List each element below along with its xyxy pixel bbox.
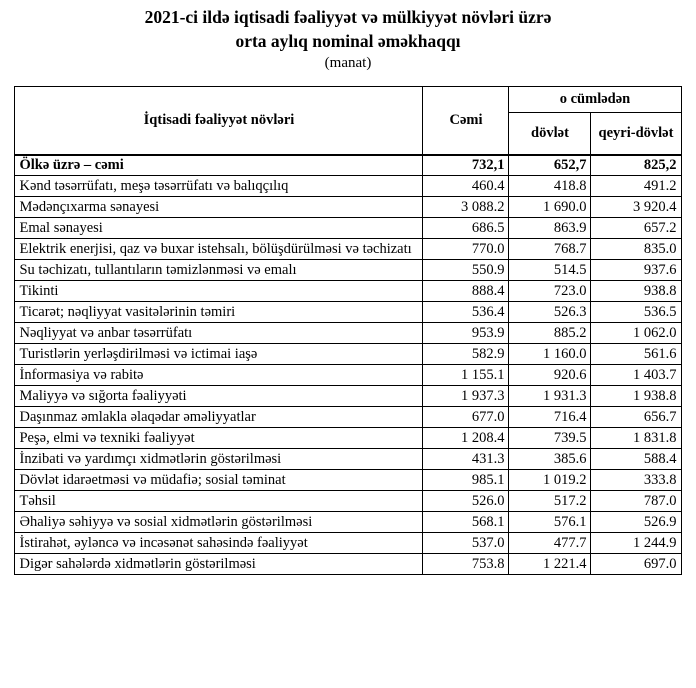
- cell-nonstate: 697.0: [591, 554, 681, 575]
- table-row: [15, 533, 681, 554]
- cell-total: 460.4: [423, 176, 509, 197]
- row-label: Elektrik enerjisi, qaz və buxar istehsalı, bölüşdürülməsi və təchizatı: [15, 239, 423, 260]
- cell-nonstate: 561.6: [591, 344, 681, 365]
- header-including: o cümlədən: [509, 87, 681, 113]
- table-row: [15, 365, 681, 386]
- cell-state: 885.2: [509, 323, 591, 344]
- cell-state: 477.7: [509, 533, 591, 554]
- cell-nonstate: 1 244.9: [591, 533, 681, 554]
- table-row: [15, 302, 681, 323]
- cell-nonstate: 491.2: [591, 176, 681, 197]
- cell-total: 888.4: [423, 281, 509, 302]
- cell-nonstate: 938.8: [591, 281, 681, 302]
- table-header: [15, 87, 681, 155]
- table-row: [15, 407, 681, 428]
- cell-state: 576.1: [509, 512, 591, 533]
- row-label: Maliyyə və sığorta fəaliyyəti: [15, 386, 423, 407]
- cell-total: 550.9: [423, 260, 509, 281]
- row-label: Təhsil: [15, 491, 423, 512]
- cell-total: 985.1: [423, 470, 509, 491]
- cell-nonstate: 835.0: [591, 239, 681, 260]
- row-label: Əhaliyə səhiyyə və sosial xidmətlərin göstərilməsi: [15, 512, 423, 533]
- cell-total: 686.5: [423, 218, 509, 239]
- row-label: Emal sənayesi: [15, 218, 423, 239]
- row-label: Nəqliyyat və anbar təsərrüfatı: [15, 323, 423, 344]
- row-label: Peşə, elmi və texniki fəaliyyət: [15, 428, 423, 449]
- cell-nonstate: 787.0: [591, 491, 681, 512]
- cell-state: 723.0: [509, 281, 591, 302]
- cell-total: 582.9: [423, 344, 509, 365]
- row-label: Turistlərin yerləşdirilməsi və ictimai iaşə: [15, 344, 423, 365]
- wage-table: [14, 86, 681, 575]
- cell-state: 652,7: [509, 155, 591, 176]
- cell-total: 3 088.2: [423, 197, 509, 218]
- row-label: Kənd təsərrüfatı, meşə təsərrüfatı və balıqçılıq: [15, 176, 423, 197]
- page-title: [0, 6, 696, 53]
- cell-state: 385.6: [509, 449, 591, 470]
- table-row: [15, 218, 681, 239]
- cell-state: 768.7: [509, 239, 591, 260]
- row-label: Tikinti: [15, 281, 423, 302]
- cell-nonstate: 1 938.8: [591, 386, 681, 407]
- cell-state: 1 019.2: [509, 470, 591, 491]
- table-row: [15, 155, 681, 176]
- cell-state: 1 160.0: [509, 344, 591, 365]
- header-state: dövlət: [509, 113, 591, 155]
- cell-state: 739.5: [509, 428, 591, 449]
- cell-state: 526.3: [509, 302, 591, 323]
- cell-total: 568.1: [423, 512, 509, 533]
- row-label: Daşınmaz əmlakla əlaqədar əməliyyatlar: [15, 407, 423, 428]
- table-row: [15, 554, 681, 575]
- cell-nonstate: 3 920.4: [591, 197, 681, 218]
- cell-nonstate: 1 403.7: [591, 365, 681, 386]
- cell-total: 536.4: [423, 302, 509, 323]
- row-label: İnformasiya və rabitə: [15, 365, 423, 386]
- cell-nonstate: 1 831.8: [591, 428, 681, 449]
- cell-total: 431.3: [423, 449, 509, 470]
- title-line2: orta aylıq nominal əməkhaqqı: [235, 30, 461, 51]
- row-label: Ölkə üzrə – cəmi: [15, 155, 423, 176]
- row-label: İstirahət, əyləncə və incəsənət sahəsində fəaliyyət: [15, 533, 423, 554]
- cell-state: 514.5: [509, 260, 591, 281]
- cell-total: 1 937.3: [423, 386, 509, 407]
- table-row: [15, 260, 681, 281]
- cell-total: 526.0: [423, 491, 509, 512]
- table-row: [15, 449, 681, 470]
- cell-state: 517.2: [509, 491, 591, 512]
- cell-nonstate: 657.2: [591, 218, 681, 239]
- cell-state: 863.9: [509, 218, 591, 239]
- cell-nonstate: 333.8: [591, 470, 681, 491]
- cell-total: 677.0: [423, 407, 509, 428]
- row-label: Su təchizatı, tullantıların təmizlənməsi və emalı: [15, 260, 423, 281]
- cell-nonstate: 937.6: [591, 260, 681, 281]
- cell-nonstate: 536.5: [591, 302, 681, 323]
- cell-state: 920.6: [509, 365, 591, 386]
- table-row: [15, 281, 681, 302]
- row-label: Ticarət; nəqliyyat vasitələrinin təmiri: [15, 302, 423, 323]
- row-label: Digər sahələrdə xidmətlərin göstərilməsi: [15, 554, 423, 575]
- header-activity: İqtisadi fəaliyyət növləri: [15, 87, 423, 155]
- table-row: [15, 512, 681, 533]
- cell-state: 418.8: [509, 176, 591, 197]
- table-row: [15, 239, 681, 260]
- cell-nonstate: 588.4: [591, 449, 681, 470]
- table-row: [15, 386, 681, 407]
- cell-state: 1 931.3: [509, 386, 591, 407]
- table-row: [15, 344, 681, 365]
- cell-total: 770.0: [423, 239, 509, 260]
- table-row: [15, 197, 681, 218]
- table-row: [15, 323, 681, 344]
- cell-total: 953.9: [423, 323, 509, 344]
- cell-total: 537.0: [423, 533, 509, 554]
- row-label: İnzibati və yardımçı xidmətlərin göstərilməsi: [15, 449, 423, 470]
- table-row: [15, 470, 681, 491]
- cell-state: 716.4: [509, 407, 591, 428]
- table-body: [15, 155, 681, 575]
- row-label: Dövlət idarəetməsi və müdafiə; sosial təminat: [15, 470, 423, 491]
- cell-nonstate: 825,2: [591, 155, 681, 176]
- table-row: [15, 176, 681, 197]
- cell-nonstate: 1 062.0: [591, 323, 681, 344]
- header-total: Cəmi: [423, 87, 509, 155]
- cell-state: 1 690.0: [509, 197, 591, 218]
- row-label: Mədənçıxarma sənayesi: [15, 197, 423, 218]
- header-nonstate: qeyri-dövlət: [591, 113, 681, 155]
- cell-nonstate: 656.7: [591, 407, 681, 428]
- table-row: [15, 428, 681, 449]
- table-row: [15, 491, 681, 512]
- cell-state: 1 221.4: [509, 554, 591, 575]
- cell-total: 1 155.1: [423, 365, 509, 386]
- title-unit: (manat): [324, 55, 372, 72]
- title-line1: 2021-ci ildə iqtisadi fəaliyyət və mülkiyyət növləri üzrə: [144, 7, 552, 27]
- cell-total: 732,1: [423, 155, 509, 176]
- cell-total: 753.8: [423, 554, 509, 575]
- cell-nonstate: 526.9: [591, 512, 681, 533]
- cell-total: 1 208.4: [423, 428, 509, 449]
